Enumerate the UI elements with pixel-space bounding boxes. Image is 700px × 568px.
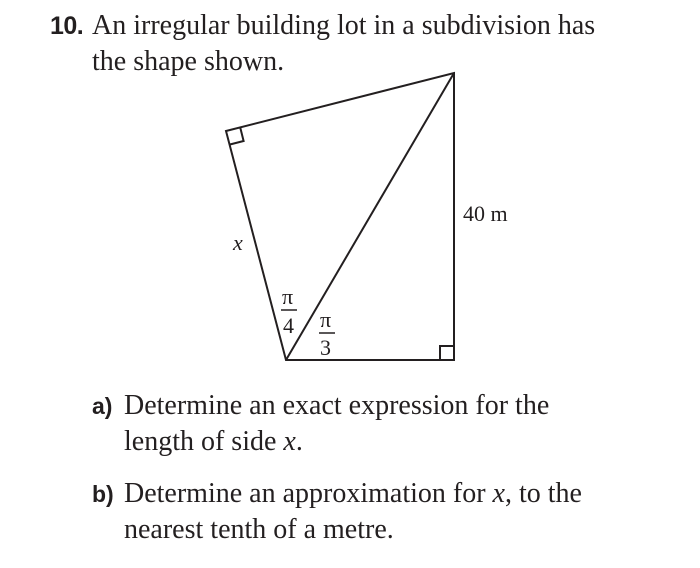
question-number: 10. xyxy=(50,12,84,40)
angle-pi4-numerator: π xyxy=(282,284,294,309)
part-a-variable-x: x xyxy=(283,426,296,457)
right-angle-marker-bottom xyxy=(440,346,454,360)
question-text-line-2: the shape shown. xyxy=(92,46,285,77)
question-text-line-1: An irregular building lot in a subdivision has xyxy=(92,10,596,41)
part-a-text xyxy=(124,388,644,460)
lot-diagonal xyxy=(286,73,454,360)
part-b-variable-x: x xyxy=(492,478,505,509)
angle-pi4-denominator: 4 xyxy=(283,313,294,338)
part-a-line-2-prefix: length of side xyxy=(124,426,284,457)
angle-pi-over-3-label xyxy=(319,307,335,360)
part-b-line-1-prefix: Determine an approximation for xyxy=(124,478,493,509)
part-a-line-1: Determine an exact expression for the xyxy=(124,390,550,421)
part-b-line-1 xyxy=(124,476,644,512)
part-a-line-2 xyxy=(124,424,644,460)
part-b-line-1-suffix: , to the xyxy=(504,478,582,509)
part-b-line-2: nearest tenth of a metre. xyxy=(124,514,394,545)
part-a-label: a) xyxy=(92,393,113,419)
angle-pi-over-4-label xyxy=(281,284,297,338)
angle-pi3-denominator: 3 xyxy=(320,335,331,360)
part-b-label: b) xyxy=(92,481,114,507)
part-a-line-2-suffix: . xyxy=(295,426,303,457)
part-b-text xyxy=(124,476,644,548)
lot-outline xyxy=(226,73,454,360)
angle-pi3-numerator: π xyxy=(320,307,332,332)
side-40m-label: 40 m xyxy=(463,201,508,226)
side-x-label: x xyxy=(233,230,243,255)
